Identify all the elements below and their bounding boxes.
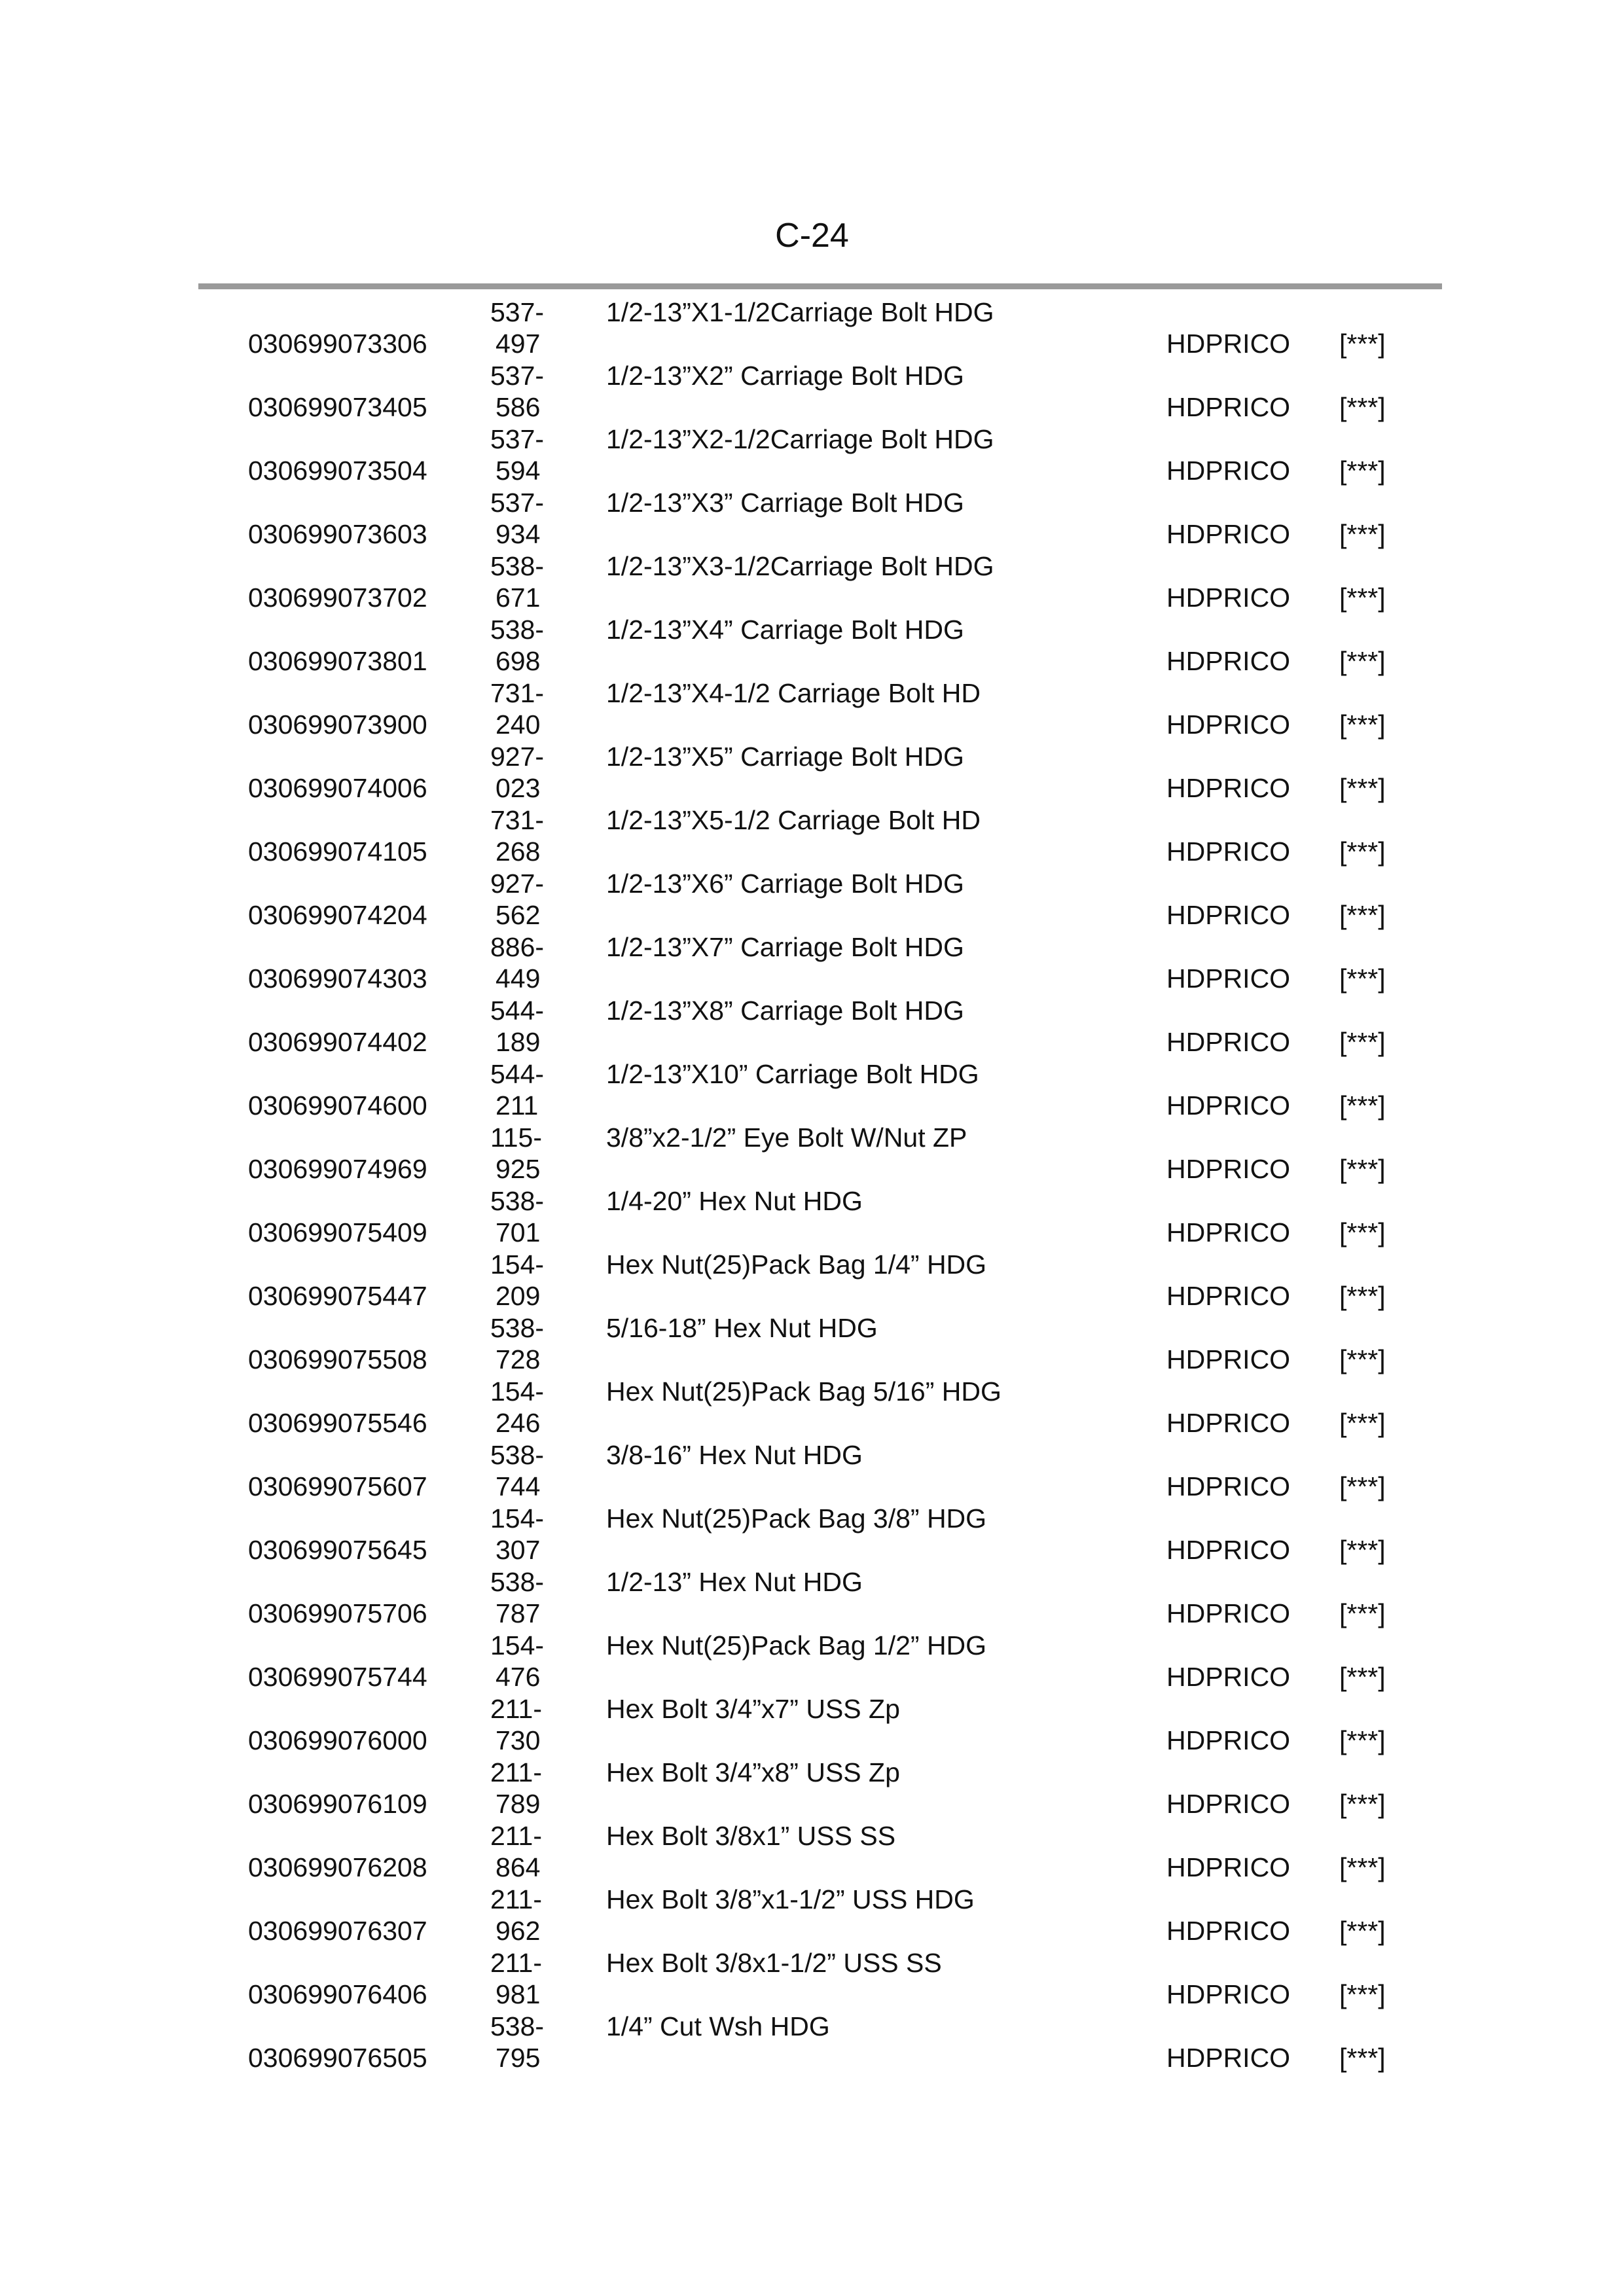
table-row (0, 1630, 1624, 1693)
sku-suffix-cell: 240 (496, 709, 541, 740)
upc-cell: 030699074600 (248, 1090, 427, 1121)
price-cell: [***] (1339, 1598, 1386, 1628)
sku-prefix-cell: 211- (490, 1694, 543, 1724)
table-row (0, 2011, 1624, 2074)
upc-cell: 030699075744 (248, 1662, 427, 1692)
table-row (0, 296, 1624, 360)
price-cell: [***] (1339, 1344, 1386, 1374)
table-row (0, 1503, 1624, 1566)
sku-prefix-cell: 927- (490, 869, 545, 899)
sku-prefix-cell: 537- (490, 488, 545, 518)
sku-prefix-cell: 731- (490, 678, 545, 708)
description-cell: 1/4-20” Hex Nut HDG (606, 1186, 863, 1216)
sku-suffix-cell: 795 (496, 2043, 541, 2073)
vendor-cell: HDPRICO (1166, 1344, 1291, 1374)
price-cell: [***] (1339, 773, 1386, 803)
vendor-cell: HDPRICO (1166, 1471, 1291, 1501)
description-cell: Hex Bolt 3/4”x8” USS Zp (606, 1757, 900, 1787)
upc-cell: 030699074402 (248, 1027, 427, 1057)
price-cell: [***] (1339, 1789, 1386, 1819)
sku-prefix-cell: 731- (490, 805, 545, 835)
table-row (0, 677, 1624, 741)
table-row (0, 360, 1624, 423)
vendor-cell: HDPRICO (1166, 1090, 1291, 1121)
upc-cell: 030699075645 (248, 1535, 427, 1565)
sku-prefix-cell: 538- (490, 615, 545, 645)
vendor-cell: HDPRICO (1166, 456, 1291, 486)
table-row (0, 1439, 1624, 1503)
table-row (0, 1820, 1624, 1884)
sku-prefix-cell: 537- (490, 297, 545, 327)
upc-cell: 030699073306 (248, 329, 427, 359)
table-row (0, 1947, 1624, 2011)
sku-suffix-cell: 701 (496, 1217, 541, 1247)
sku-suffix-cell: 189 (496, 1027, 541, 1057)
sku-suffix-cell: 744 (496, 1471, 541, 1501)
upc-cell: 030699075706 (248, 1598, 427, 1628)
price-cell: [***] (1339, 519, 1386, 549)
table-row (0, 868, 1624, 931)
description-cell: 1/4” Cut Wsh HDG (606, 2011, 830, 2041)
price-cell: [***] (1339, 1090, 1386, 1121)
sku-suffix-cell: 981 (496, 1979, 541, 2009)
table-row (0, 1249, 1624, 1312)
price-cell: [***] (1339, 1281, 1386, 1311)
price-cell: [***] (1339, 1154, 1386, 1184)
table-row (0, 1884, 1624, 1947)
header-rule (198, 283, 1442, 289)
upc-cell: 030699076208 (248, 1852, 427, 1882)
sku-suffix-cell: 787 (496, 1598, 541, 1628)
sku-prefix-cell: 538- (490, 1313, 545, 1343)
price-cell: [***] (1339, 456, 1386, 486)
description-cell: 1/2-13”X5-1/2 Carriage Bolt HD (606, 805, 981, 835)
upc-cell: 030699073603 (248, 519, 427, 549)
table-row (0, 741, 1624, 804)
sku-prefix-cell: 538- (490, 1567, 545, 1597)
price-cell: [***] (1339, 1471, 1386, 1501)
table-row (0, 1566, 1624, 1630)
sku-prefix-cell: 927- (490, 742, 545, 772)
table-row (0, 423, 1624, 487)
upc-cell: 030699074969 (248, 1154, 427, 1184)
vendor-cell: HDPRICO (1166, 963, 1291, 994)
vendor-cell: HDPRICO (1166, 1535, 1291, 1565)
sku-suffix-cell: 594 (496, 456, 541, 486)
upc-cell: 030699074006 (248, 773, 427, 803)
description-cell: 1/2-13”X4-1/2 Carriage Bolt HD (606, 678, 981, 708)
price-cell: [***] (1339, 1979, 1386, 2009)
upc-cell: 030699075409 (248, 1217, 427, 1247)
description-cell: Hex Nut(25)Pack Bag 1/2” HDG (606, 1630, 987, 1660)
vendor-cell: HDPRICO (1166, 1852, 1291, 1882)
price-cell: [***] (1339, 1027, 1386, 1057)
sku-prefix-cell: 154- (490, 1249, 545, 1280)
sku-suffix-cell: 698 (496, 646, 541, 676)
upc-cell: 030699076109 (248, 1789, 427, 1819)
upc-cell: 030699073900 (248, 709, 427, 740)
table-row (0, 1376, 1624, 1439)
table-row (0, 1757, 1624, 1820)
sku-prefix-cell: 537- (490, 361, 545, 391)
price-cell: [***] (1339, 329, 1386, 359)
sku-prefix-cell: 538- (490, 1440, 545, 1470)
description-cell: 1/2-13”X7” Carriage Bolt HDG (606, 932, 964, 962)
table-row (0, 550, 1624, 614)
upc-cell: 030699076000 (248, 1725, 427, 1755)
vendor-cell: HDPRICO (1166, 2043, 1291, 2073)
sku-prefix-cell: 115- (490, 1122, 543, 1153)
upc-cell: 030699073504 (248, 456, 427, 486)
sku-prefix-cell: 544- (490, 996, 545, 1026)
sku-suffix-cell: 023 (496, 773, 541, 803)
price-cell: [***] (1339, 646, 1386, 676)
description-cell: 1/2-13”X4” Carriage Bolt HDG (606, 615, 964, 645)
vendor-cell: HDPRICO (1166, 583, 1291, 613)
vendor-cell: HDPRICO (1166, 1598, 1291, 1628)
price-cell: [***] (1339, 963, 1386, 994)
upc-cell: 030699075607 (248, 1471, 427, 1501)
price-cell: [***] (1339, 2043, 1386, 2073)
sku-suffix-cell: 268 (496, 836, 541, 867)
sku-suffix-cell: 934 (496, 519, 541, 549)
description-cell: 1/2-13”X1-1/2Carriage Bolt HDG (606, 297, 994, 327)
price-cell: [***] (1339, 1662, 1386, 1692)
upc-cell: 030699073405 (248, 392, 427, 422)
sku-prefix-cell: 544- (490, 1059, 545, 1089)
price-cell: [***] (1339, 583, 1386, 613)
sku-suffix-cell: 962 (496, 1916, 541, 1946)
sku-prefix-cell: 211- (490, 1948, 543, 1978)
sku-suffix-cell: 864 (496, 1852, 541, 1882)
sku-suffix-cell: 497 (496, 329, 541, 359)
sku-prefix-cell: 886- (490, 932, 545, 962)
vendor-cell: HDPRICO (1166, 1408, 1291, 1438)
description-cell: 1/2-13”X3-1/2Carriage Bolt HDG (606, 551, 994, 581)
vendor-cell: HDPRICO (1166, 1154, 1291, 1184)
vendor-cell: HDPRICO (1166, 709, 1291, 740)
sku-suffix-cell: 209 (496, 1281, 541, 1311)
description-cell: Hex Bolt 3/8”x1-1/2” USS HDG (606, 1884, 975, 1914)
description-cell: 1/2-13” Hex Nut HDG (606, 1567, 863, 1597)
table-row (0, 1185, 1624, 1249)
table-row (0, 1122, 1624, 1185)
table-row (0, 931, 1624, 995)
sku-prefix-cell: 154- (490, 1503, 545, 1534)
sku-suffix-cell: 476 (496, 1662, 541, 1692)
sku-suffix-cell: 211 (496, 1090, 539, 1121)
sku-suffix-cell: 671 (496, 583, 541, 613)
price-cell: [***] (1339, 392, 1386, 422)
upc-cell: 030699076307 (248, 1916, 427, 1946)
upc-cell: 030699075546 (248, 1408, 427, 1438)
description-cell: 1/2-13”X2-1/2Carriage Bolt HDG (606, 424, 994, 454)
sku-prefix-cell: 538- (490, 1186, 545, 1216)
vendor-cell: HDPRICO (1166, 1979, 1291, 2009)
vendor-cell: HDPRICO (1166, 836, 1291, 867)
upc-cell: 030699074105 (248, 836, 427, 867)
description-cell: Hex Bolt 3/8x1” USS SS (606, 1821, 896, 1851)
price-cell: [***] (1339, 900, 1386, 930)
table-row (0, 995, 1624, 1058)
vendor-cell: HDPRICO (1166, 1916, 1291, 1946)
upc-cell: 030699076505 (248, 2043, 427, 2073)
price-cell: [***] (1339, 836, 1386, 867)
upc-cell: 030699074303 (248, 963, 427, 994)
vendor-cell: HDPRICO (1166, 1281, 1291, 1311)
vendor-cell: HDPRICO (1166, 646, 1291, 676)
description-cell: Hex Bolt 3/8x1-1/2” USS SS (606, 1948, 942, 1978)
description-cell: 1/2-13”X2” Carriage Bolt HDG (606, 361, 964, 391)
table-row (0, 1312, 1624, 1376)
table-row (0, 804, 1624, 868)
description-cell: Hex Bolt 3/4”x7” USS Zp (606, 1694, 900, 1724)
vendor-cell: HDPRICO (1166, 519, 1291, 549)
price-cell: [***] (1339, 1535, 1386, 1565)
page-number: C-24 (775, 217, 849, 255)
price-cell: [***] (1339, 1916, 1386, 1946)
description-cell: 3/8”x2-1/2” Eye Bolt W/Nut ZP (606, 1122, 967, 1153)
sku-suffix-cell: 246 (496, 1408, 541, 1438)
sku-prefix-cell: 211- (490, 1884, 543, 1914)
table-row (0, 1693, 1624, 1757)
sku-prefix-cell: 211- (490, 1821, 543, 1851)
table-row (0, 487, 1624, 550)
sku-suffix-cell: 307 (496, 1535, 541, 1565)
description-cell: Hex Nut(25)Pack Bag 5/16” HDG (606, 1376, 1001, 1407)
sku-prefix-cell: 537- (490, 424, 545, 454)
sku-prefix-cell: 154- (490, 1630, 545, 1660)
sku-prefix-cell: 154- (490, 1376, 545, 1407)
table-row (0, 1058, 1624, 1122)
vendor-cell: HDPRICO (1166, 1789, 1291, 1819)
vendor-cell: HDPRICO (1166, 900, 1291, 930)
description-cell: 1/2-13”X10” Carriage Bolt HDG (606, 1059, 979, 1089)
table-row (0, 614, 1624, 677)
upc-cell: 030699075447 (248, 1281, 427, 1311)
vendor-cell: HDPRICO (1166, 1217, 1291, 1247)
sku-suffix-cell: 925 (496, 1154, 541, 1184)
sku-suffix-cell: 730 (496, 1725, 541, 1755)
vendor-cell: HDPRICO (1166, 329, 1291, 359)
description-cell: Hex Nut(25)Pack Bag 3/8” HDG (606, 1503, 987, 1534)
upc-cell: 030699073801 (248, 646, 427, 676)
vendor-cell: HDPRICO (1166, 392, 1291, 422)
sku-prefix-cell: 538- (490, 551, 545, 581)
price-cell: [***] (1339, 1217, 1386, 1247)
vendor-cell: HDPRICO (1166, 773, 1291, 803)
price-cell: [***] (1339, 1408, 1386, 1438)
vendor-cell: HDPRICO (1166, 1662, 1291, 1692)
upc-cell: 030699073702 (248, 583, 427, 613)
description-cell: 1/2-13”X5” Carriage Bolt HDG (606, 742, 964, 772)
description-cell: Hex Nut(25)Pack Bag 1/4” HDG (606, 1249, 987, 1280)
sku-prefix-cell: 538- (490, 2011, 545, 2041)
price-cell: [***] (1339, 1852, 1386, 1882)
upc-cell: 030699076406 (248, 1979, 427, 2009)
price-cell: [***] (1339, 1725, 1386, 1755)
description-cell: 1/2-13”X3” Carriage Bolt HDG (606, 488, 964, 518)
product-table (0, 296, 1624, 2074)
sku-suffix-cell: 449 (496, 963, 541, 994)
upc-cell: 030699075508 (248, 1344, 427, 1374)
upc-cell: 030699074204 (248, 900, 427, 930)
vendor-cell: HDPRICO (1166, 1027, 1291, 1057)
description-cell: 1/2-13”X8” Carriage Bolt HDG (606, 996, 964, 1026)
sku-suffix-cell: 562 (496, 900, 541, 930)
vendor-cell: HDPRICO (1166, 1725, 1291, 1755)
sku-suffix-cell: 789 (496, 1789, 541, 1819)
description-cell: 5/16-18” Hex Nut HDG (606, 1313, 878, 1343)
sku-prefix-cell: 211- (490, 1757, 543, 1787)
sku-suffix-cell: 586 (496, 392, 541, 422)
description-cell: 1/2-13”X6” Carriage Bolt HDG (606, 869, 964, 899)
sku-suffix-cell: 728 (496, 1344, 541, 1374)
price-cell: [***] (1339, 709, 1386, 740)
description-cell: 3/8-16” Hex Nut HDG (606, 1440, 863, 1470)
